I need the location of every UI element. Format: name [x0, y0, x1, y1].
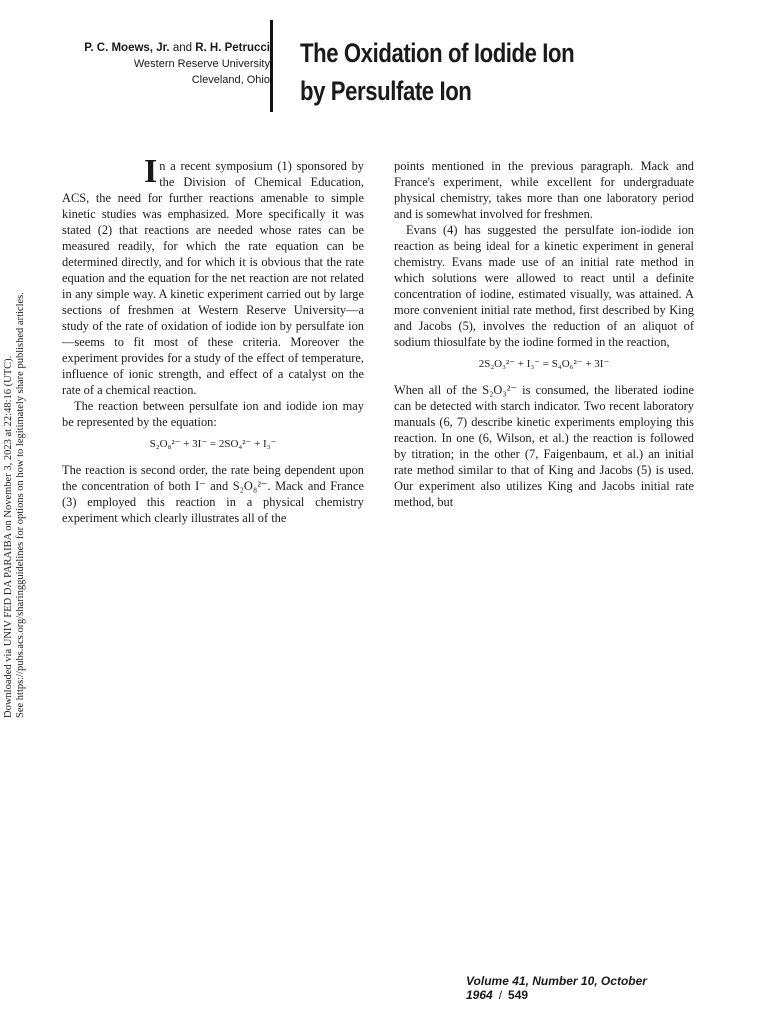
download-note-line1: Downloaded via UNIV FED DA PARAIBA on November 3, 2023 at 22:48:16 (UTC).: [3, 355, 14, 718]
author-names: [40, 40, 270, 56]
download-note: [3, 292, 27, 718]
author-and: and: [172, 42, 193, 54]
journal-citation: Volume 41, Number 10, October 1964: [466, 974, 647, 1002]
drop-cap: I: [144, 153, 158, 190]
download-sidebar: [0, 0, 34, 1024]
article-title: [300, 34, 644, 110]
paragraph-intro: [62, 153, 364, 398]
affiliation-city: Cleveland, Ohio: [191, 74, 270, 86]
author-1: P. C. Moews, Jr.: [84, 42, 170, 54]
text-column-right: [394, 158, 694, 510]
footer-separator: /: [498, 988, 503, 1002]
paragraph-second-order: The reaction is second order, the rate being dependent upon the concentration of both I⁻ and S₂O₈²⁻. Mack and France (3) employed this reaction in a physical chemistry experiment which clearly illustrates all of the: [62, 463, 364, 525]
page-number: 549: [508, 988, 529, 1002]
paragraph-reaction: The reaction between persulfate ion and iodide ion may be represented by the equation:: [62, 399, 364, 429]
affiliation-university: Western Reserve University: [133, 58, 270, 70]
paragraph-mack-france: points mentioned in the previous paragraph. Mack and France's experiment, while excellent for undergraduate physical chemistry, takes more than one laboratory period and is somewhat involved for freshmen.: [394, 159, 694, 221]
paragraph-evans: Evans (4) has suggested the persulfate ion-iodide ion reaction as being ideal for a kinetic experiment in general chemistry. Evans made use of an initial rate method in which solutions were allowed to react until a definite concentration of iodine, estimated visually, was attained. A more convenient initial rate method, first described by King and Jacobs (5), involves the reduction of an aliquot of sodium thiosulfate by the iodine formed in the reaction,: [394, 223, 694, 349]
text-column-left: [62, 153, 364, 526]
title-divider: [270, 20, 273, 112]
equation-persulfate-iodide: S₂O₈²⁻ + 3I⁻ = 2SO₄²⁻ + I₃⁻: [149, 438, 277, 450]
equation-thiosulfate: 2S₂O₃²⁻ + I₃⁻ = S₄O₆²⁻ + 3I⁻: [478, 358, 610, 370]
download-note-line2: See https://pubs.acs.org/sharingguidelines for options on how to legitimately share published articles.: [15, 292, 26, 718]
paragraph-intro-text: n a recent symposium (1) sponsored by the Division of Chemical Education, ACS, the need for further reactions amenable to simple kinetic studies was emphasized. More specifically it was stated (2) that reactions are needed whose rates can be measured readily, for which the rate equation can be determined directly, and for which it is obvious that the rate equation and the equation for the net reaction are not related in any simple way. A kinetic experiment carried out by large sections of freshmen at Western Reserve University—a study of the rate of oxidation of iodide ion by persulfate ion—seems to fit most of these criteria. Moreover the experiment provides for a study of the effect of temperature, influence of ionic strength, and effect of a catalyst on the rate of a chemical reaction.: [62, 159, 364, 397]
paragraph-starch: When all of the S₂O₃²⁻ is consumed, the liberated iodine can be detected with starch indicator. Two recent laboratory manuals (6, 7) describe kinetic experiments employing this reaction. In one (6, Wilson, et al.) the reaction is followed by titration; in the other (7, Faigenbaum, et al.) an initial rate method similar to that of King and Jacobs (5) is used. Our experiment also utilizes King and Jacobs initial rate method, but: [394, 383, 694, 509]
page-footer: [466, 974, 706, 1002]
author-2: R. H. Petrucci: [195, 42, 270, 54]
title-line-1: The Oxidation of Iodide Ion: [300, 38, 575, 68]
title-line-2: by Persulfate Ion: [300, 76, 472, 106]
author-block: [40, 40, 270, 88]
